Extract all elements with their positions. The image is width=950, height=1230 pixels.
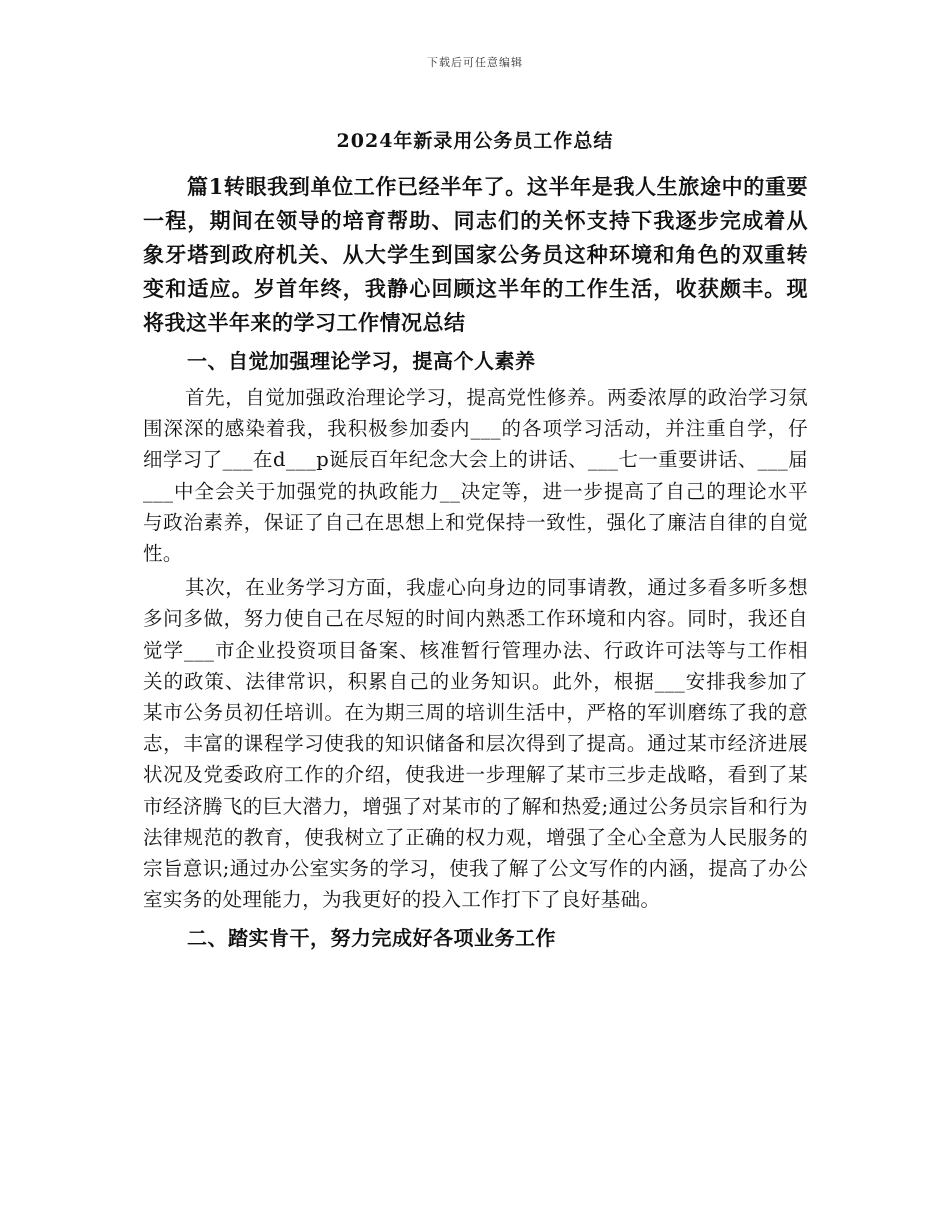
body-paragraph-2: 其次，在业务学习方面，我虚心向身边的同事请教，通过多看多听多想多问多做，努力使自己在尽短的时间内熟悉工作环境和内容。同时，我还自觉学___市企业投资项目备案、核准暂行管理办法、行政许可法等与工作相关的政策、法律常识，积累自己的业务知识。此外，根据___安排我参加了某市公务员初任培训。在为期三周的培训生活中，严格的军训磨练了我的意志，丰富的课程学习使我的知识储备和层次得到了提高。通过某市经济进展状况及党委政府工作的介绍，使我进一步理解了某市三步走战略，看到了某市经济腾飞的巨大潜力，增强了对某市的了解和热爱;通过公务员宗旨和行为法律规范的教育，使我树立了正确的权力观，增强了全心全意为人民服务的宗旨意识;通过办公室实务的学习，使我了解了公文写作的内涵，提高了办公室实务的处理能力，为我更好的投入工作打下了良好基础。 [143,576,808,912]
body-paragraph-1: 首先，自觉加强政治理论学习，提高党性修养。两委浓厚的政治学习氛围深深的感染着我，我积极参加委内___的各项学习活动，并注重自学，仔细学习了___在d___p诞辰百年纪念大会上的讲话、___七一重要讲话、___届___中全会关于加强党的执政能力__决定等，进一步提高了自己的理论水平与政治素养，保证了自己在思想上和党保持一致性，强化了廉洁自律的自觉性。 [143,386,808,566]
section-heading-1: 一、自觉加强理论学习，提高个人素养 [187,349,536,373]
section-heading-2: 二、踏实肯干，努力完成好各项业务工作 [187,926,556,951]
header-note: 下载后可任意编辑 [427,56,523,69]
document-title: 2024年新录用公务员工作总结 [336,130,614,152]
intro-paragraph: 篇1转眼我到单位工作已经半年了。这半年是我人生旅途中的重要一程，期间在领导的培育帮助、同志们的关怀支持下我逐步完成着从象牙塔到政府机关、从大学生到国家公务员这种环境和角色的双重转变和适应。岁首年终，我静心回顾这半年的工作生活，收获颇丰。现将我这半年来的学习工作情况总结 [143,174,808,335]
document-body [143,170,808,955]
